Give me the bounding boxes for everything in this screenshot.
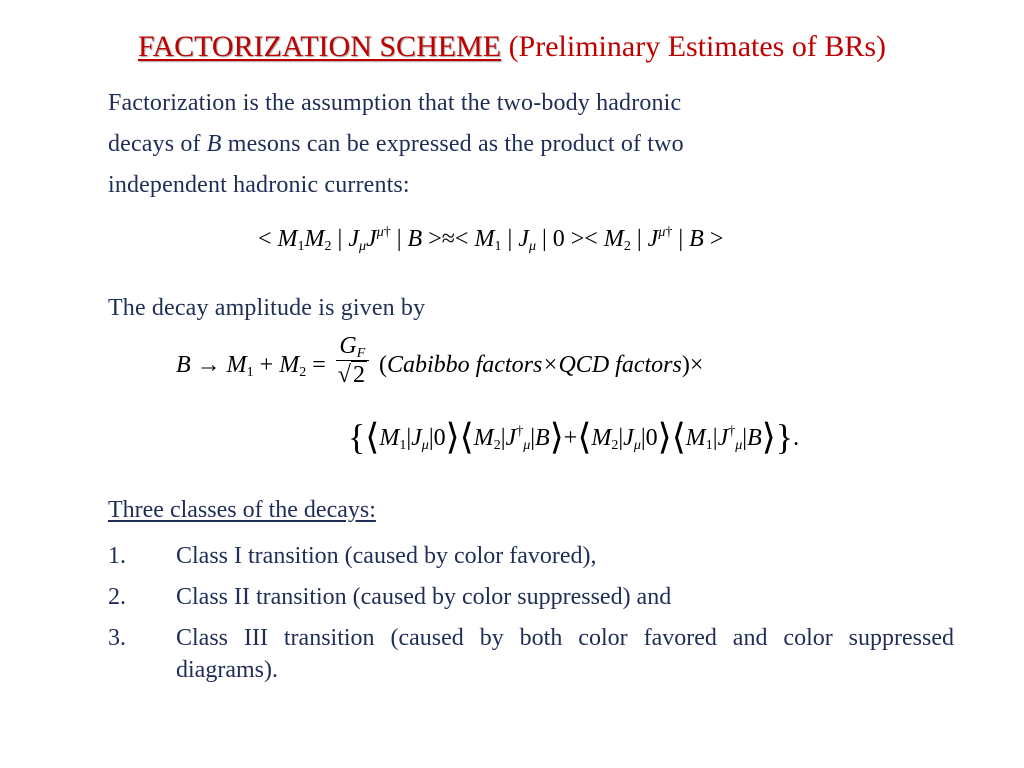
amplitude-text: The decay amplitude is given by (108, 295, 426, 321)
title-subtitle: (Preliminary Estimates of BRs) (508, 30, 887, 63)
gf-fraction: $\frac{G_F}{√2}$ (336, 332, 369, 389)
list-item-number: 3. (108, 625, 126, 651)
factorization-equation: < $M_1M_2$ | $J_\mu J^{\mu\dagger}$ | B >≈< $M_1$ | $J_\mu$ | $0 >< M_2$ | $J^{\mu\dagger}$ | B > (258, 225, 724, 254)
list-item (108, 536, 954, 577)
amplitude-equation: $B \to M_1 + M_2$ = $\frac{G_F}{√2}$ (Cabibbo factors×QCD factors)× (176, 333, 704, 388)
title-main: FACTORIZATION SCHEME (137, 30, 502, 63)
intro-paragraph (108, 83, 958, 206)
list-item-number: 1. (108, 543, 126, 569)
classes-heading: Three classes of the decays: (108, 497, 376, 523)
intro-line-2-var: B (206, 131, 222, 157)
slide-title (0, 30, 1024, 64)
intro-line-3: independent hadronic currents: (108, 172, 410, 198)
intro-line-2-pre: decays of (108, 131, 201, 157)
classes-list (108, 536, 954, 686)
list-item (108, 622, 954, 686)
list-item-number: 2. (108, 584, 126, 610)
list-item-text: Class I transition (caused by color favored), (176, 543, 597, 569)
list-item (108, 577, 954, 618)
intro-line-1: Factorization is the assumption that the two-body hadronic (108, 90, 682, 116)
amplitude-equation-continued: $\{⟨M_1|J_\mu|0⟩⟨M_2|J^\dagger_\mu|B⟩+⟨M_2|J_\mu|0⟩⟨M_1|J^\dagger_\mu|B⟩\}$. (348, 417, 800, 457)
list-item-text: Class III transition (caused by both color favored and color suppressed diagrams). (176, 625, 954, 683)
intro-line-2-post: mesons can be expressed as the product of two (227, 131, 684, 157)
intro-line-2 (108, 124, 958, 165)
factors-text: Cabibbo factors×QCD factors (386, 352, 682, 379)
list-item-text: Class II transition (caused by color suppressed) and (176, 584, 672, 610)
